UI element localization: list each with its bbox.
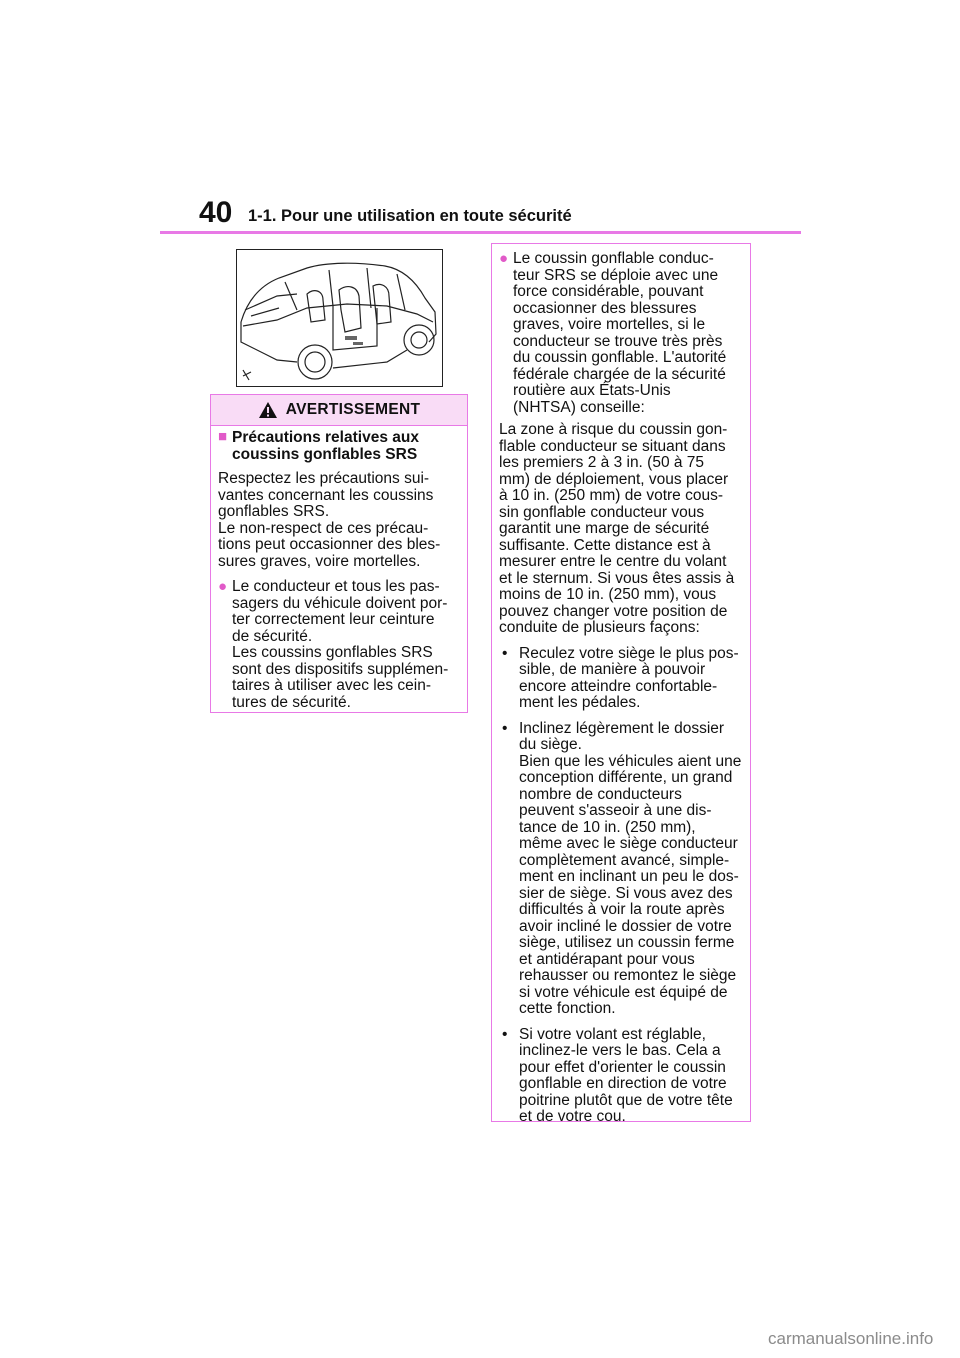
sub-bullet-line: même avec le siège conducteur xyxy=(519,835,738,852)
sub-bullet-line: conception différente, un grand xyxy=(519,769,733,786)
warning-header xyxy=(211,395,467,426)
paragraph-line: suffisante. Cette distance est à xyxy=(499,536,711,554)
sub-bullet-line: peuvent s'asseoir à une dis- xyxy=(519,802,712,819)
dot-bullet-icon: • xyxy=(502,1025,508,1043)
sub-bullet-line: tance de 10 in. (250 mm), xyxy=(519,818,696,836)
sub-bullet-line: avoir incliné le dossier de votre xyxy=(519,917,732,935)
sub-bullet-line: ment en inclinant un peu le dos- xyxy=(519,868,739,885)
sub-bullet-line: pour effet d'orienter le coussin xyxy=(519,1058,726,1076)
sub-bullet-line: Inclinez légèrement le dossier xyxy=(519,719,725,737)
bullet-line: du coussin gonflable. L'autorité xyxy=(513,349,727,366)
warning-bullet xyxy=(218,579,460,711)
sub-bullet-line: sier de siège. Si vous avez des xyxy=(519,884,733,902)
intro-line: tions peut occasionner des bles- xyxy=(218,536,441,553)
warning-triangle-icon xyxy=(258,401,278,419)
bullet-line: tures de sécurité. xyxy=(232,693,351,711)
sub-bullet-line: Reculez votre siège le plus pos- xyxy=(519,644,739,662)
sub-bullet-line: cette fonction. xyxy=(519,1000,616,1017)
section-title: 1-1. Pour une utilisation en toute sécurité xyxy=(248,207,572,225)
sub-bullet-item xyxy=(499,721,743,1018)
sub-bullet-line: poitrine plutôt que de votre tête xyxy=(519,1091,733,1109)
sub-bullet-line: et antidérapant pour vous xyxy=(519,950,695,968)
bullet-line: graves, voire mortelles, si le xyxy=(513,316,706,333)
paragraph-line: pouvez changer votre position de xyxy=(499,602,728,620)
sub-bullet-text xyxy=(519,721,741,1018)
sub-bullet-line: encore atteindre confortable- xyxy=(519,677,718,695)
info-bullet-text xyxy=(513,251,726,416)
intro-line: vantes concernant les coussins xyxy=(218,486,434,504)
bullet-line: Le coussin gonflable conduc- xyxy=(513,250,714,267)
info-paragraph xyxy=(499,422,743,637)
paragraph-line: à 10 in. (250 mm) de votre cous- xyxy=(499,487,723,504)
bullet-line: conducteur se trouve très près xyxy=(513,332,723,350)
car-cutaway-illustration xyxy=(236,249,443,387)
bullet-line: fédérale chargée de la sécurité xyxy=(513,365,726,383)
bullet-line: (NHTSA) conseille: xyxy=(513,398,645,416)
sub-bullet-line: gonflable en direction de votre xyxy=(519,1075,727,1092)
heading-line: coussins gonflables SRS xyxy=(232,445,418,463)
paragraph-line: et le sternum. Si vous êtes assis à xyxy=(499,569,735,587)
paragraph-line: mesurer entre le centre du volant xyxy=(499,553,727,570)
info-box xyxy=(491,243,751,1125)
bullet-line: teur SRS se déploie avec une xyxy=(513,266,719,284)
intro-line: sures graves, voire mortelles. xyxy=(218,552,421,570)
bullet-line: routière aux États-Unis xyxy=(513,382,671,399)
warning-title: AVERTISSEMENT xyxy=(285,401,421,418)
intro-line: Le non-respect de ces précau- xyxy=(218,519,429,537)
sub-bullet-text xyxy=(519,1027,733,1126)
bullet-line: sont des dispositifs supplémen- xyxy=(232,660,449,678)
bullet-line: force considérable, pouvant xyxy=(513,283,704,300)
warning-heading-text xyxy=(232,430,419,463)
intro-line: Respectez les précautions sui- xyxy=(218,470,430,487)
bullet-line: ter correctement leur ceinture xyxy=(232,611,435,628)
sub-bullet-line: nombre de conducteurs xyxy=(519,785,682,803)
sub-bullet-item xyxy=(499,1027,743,1126)
bullet-line: Les coussins gonflables SRS xyxy=(232,644,433,661)
header-divider xyxy=(160,231,801,234)
intro-line: gonflables SRS. xyxy=(218,503,330,520)
sub-bullet-line: complètement avancé, simple- xyxy=(519,851,730,869)
round-bullet-icon: ● xyxy=(499,250,509,267)
sub-bullet-line: ment les pédales. xyxy=(519,694,641,711)
heading-line: Précautions relatives aux xyxy=(232,429,419,446)
round-bullet-icon: ● xyxy=(218,578,228,595)
dot-bullet-icon: • xyxy=(502,644,508,662)
bullet-line: occasionner des blessures xyxy=(513,299,697,317)
sub-bullet-line: rehausser ou remontez le siège xyxy=(519,967,737,984)
car-illustration-svg xyxy=(237,250,442,386)
paragraph-line: moins de 10 in. (250 mm), vous xyxy=(499,586,717,603)
sub-bullet-item xyxy=(499,646,743,712)
paragraph-line: conduite de plusieurs façons: xyxy=(499,619,700,636)
warning-heading xyxy=(218,430,460,463)
paragraph-line: les premiers 2 à 3 in. (50 à 75 xyxy=(499,454,705,471)
warning-intro xyxy=(218,471,460,570)
paragraph-line: sin gonflable conducteur vous xyxy=(499,503,705,521)
sub-bullet-line: si votre véhicule est équipé de xyxy=(519,983,728,1001)
paragraph-line: flable conducteur se situant dans xyxy=(499,437,726,455)
bullet-line: sagers du véhicule doivent por- xyxy=(232,594,448,612)
sub-bullet-line: Si votre volant est réglable, xyxy=(519,1025,706,1043)
dot-bullet-icon: • xyxy=(502,719,508,737)
paragraph-line: mm) de déploiement, vous placer xyxy=(499,470,729,488)
bullet-line: Le conducteur et tous les pas- xyxy=(232,578,440,595)
sub-bullet-line: inclinez-le vers le bas. Cela a xyxy=(519,1042,721,1059)
info-bullet xyxy=(499,251,743,416)
paragraph-line: garantit une marge de sécurité xyxy=(499,520,710,537)
watermark: carmanualsonline.info xyxy=(768,1329,934,1348)
warning-bullet-text xyxy=(232,579,448,711)
warning-box xyxy=(210,394,468,713)
sub-bullet-line: sible, de manière à pouvoir xyxy=(519,661,706,678)
bullet-line: taires à utiliser avec les cein- xyxy=(232,677,431,694)
warning-body xyxy=(211,426,467,711)
sub-bullet-line: Bien que les véhicules aient une xyxy=(519,752,742,770)
sub-bullet-line: et de votre cou. xyxy=(519,1108,626,1125)
bullet-line: de sécurité. xyxy=(232,627,313,645)
square-bullet-icon: ■ xyxy=(218,428,228,445)
paragraph-line: La zone à risque du coussin gon- xyxy=(499,421,728,438)
page-number: 40 xyxy=(199,196,233,229)
sub-bullet-line: siège, utilisez un coussin ferme xyxy=(519,934,735,951)
sub-bullet-line: difficultés à voir la route après xyxy=(519,901,725,918)
sub-bullet-line: du siège. xyxy=(519,736,582,753)
sub-bullet-text xyxy=(519,646,739,712)
